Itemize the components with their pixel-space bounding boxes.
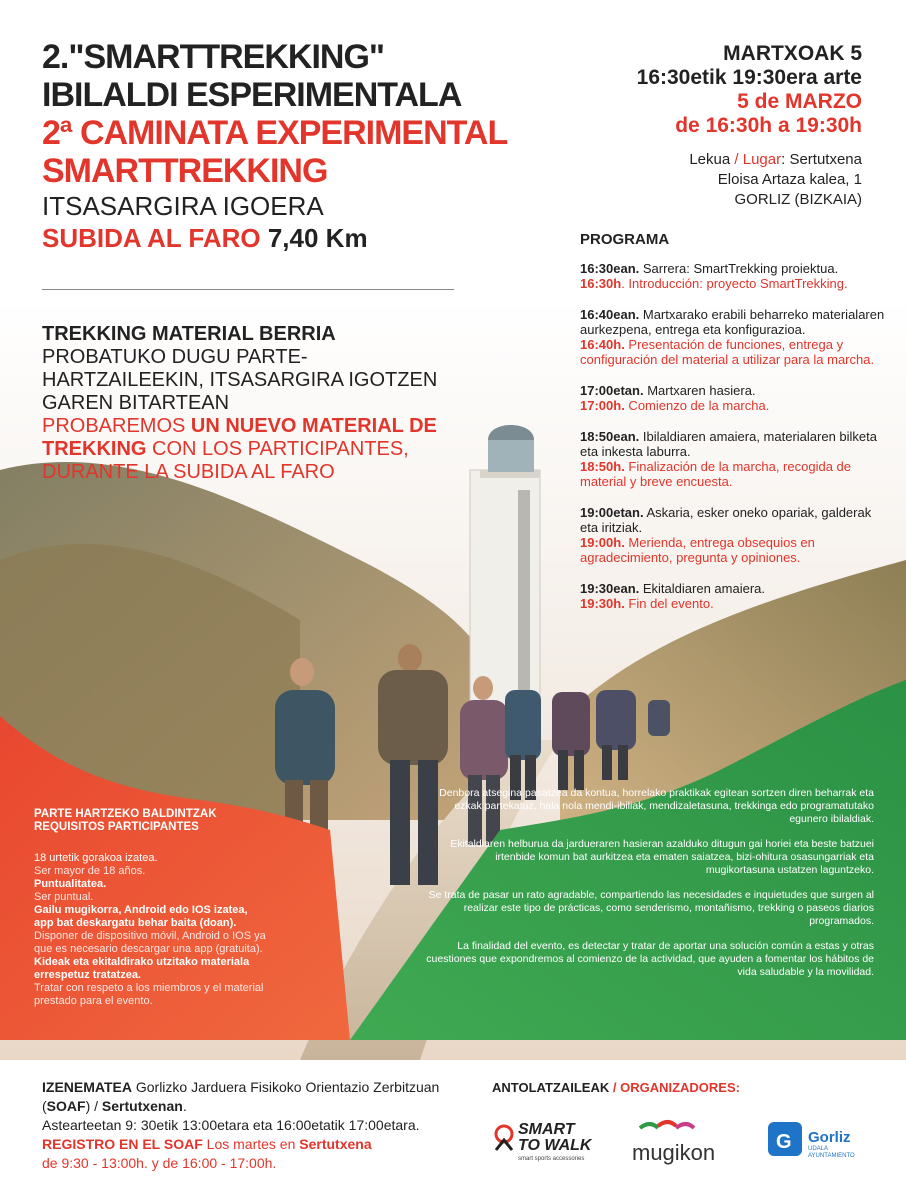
programa-item: [580, 505, 890, 565]
req-line: Puntualitatea.: [34, 878, 107, 890]
place-street: Eloisa Artaza kalea, 1: [717, 171, 862, 188]
intro-es-pre: PROBAREMOS: [42, 415, 191, 437]
description-p4: La finalidad del evento, es detectar y tratar de aportar una solución común a estas y otras cuestiones que expondremos al comienzo de la actividad, que ayuden a fomentar los hábitos de vida saludable y la movilidad.: [426, 940, 874, 978]
title-es-1: 2ª CAMINATA EXPERIMENTAL: [42, 114, 508, 152]
logo3-a: Gorliz: [808, 1129, 851, 1146]
date-es-time: de 16:30h a 19:30h: [675, 114, 862, 137]
place-line: [562, 150, 862, 170]
reg-es-bold: REGISTRO EN EL SOAF: [42, 1136, 203, 1152]
date-block: [562, 42, 862, 138]
place-block: [562, 150, 862, 210]
req-line: Gailu mugikorra, Android edo IOS izatea, app bat deskargatu behar baita (doan).: [34, 904, 248, 929]
item-eu-text: Martxaren hasiera.: [643, 383, 756, 398]
logo3-c: AYUNTAMIENTO: [808, 1153, 855, 1159]
requisitos-heading: [34, 808, 269, 834]
gorliz-logo: [768, 1122, 855, 1159]
subtitle-es: [42, 222, 562, 254]
req-line: Ser mayor de 18 años.: [34, 865, 146, 877]
intro-text: [42, 323, 462, 484]
item-eu-time: 17:00etan.: [580, 383, 644, 398]
org-es: ORGANIZADORES:: [620, 1080, 740, 1095]
item-es-text: Presentación de funciones, entrega y configuración del material a utilizar para la marcha.: [580, 337, 875, 367]
programa-item: [580, 307, 890, 367]
requisitos-heading-eu: PARTE HARTZEKO BALDINTZAK: [34, 808, 217, 820]
place-label-eu: Lekua: [689, 151, 731, 168]
description-p2: Ekitaldiaren helburua da jardueraren hasieran azalduko ditugun gai horiei eta beste batzuei irtenbide komun bat aurkitzea eta ematen saiatzea, bizi-ohitura osasungarriak eta mugikortasuna ustatzen laguntzeko.: [450, 838, 874, 876]
requisitos-heading-es: REQUISITOS PARTICIPANTES: [34, 821, 199, 833]
logo1-c: smart sports accessories: [518, 1156, 585, 1162]
subtitle-eu: ITSASARGIRA IGOERA: [42, 191, 324, 221]
date-es-day: 5 de MARZO: [737, 90, 862, 113]
distance: 7,40 Km: [267, 223, 368, 253]
org-eu: ANTOLATZAILEAK: [492, 1080, 610, 1095]
logo3-b: UDALA: [808, 1146, 829, 1152]
item-eu-text: Ibilaldiaren amaiera, materialaren bilketa eta inkesta laburra.: [580, 429, 877, 459]
description-p3: Se trata de pasar un rato agradable, compartiendo las necesidades e inquietudes que surgen al realizar este tipo de prácticas, como senderismo, montañismo, trekking o paseos diarios programados.: [428, 889, 874, 927]
title-eu-2: IBILALDI ESPERIMENTALA: [42, 76, 462, 114]
intro-es-bold: UN NUEVO MATERIAL DE TREKKING: [42, 415, 437, 460]
item-eu-time: 16:40ean.: [580, 307, 640, 322]
item-eu-time: 16:30ean.: [580, 261, 640, 276]
place-city: GORLIZ (BIZKAIA): [734, 191, 862, 208]
item-es-time: 19:30h.: [580, 596, 625, 611]
org-sep: /: [609, 1080, 621, 1095]
reg-soaf: SOAF: [46, 1098, 86, 1114]
item-es-text: Fin del evento.: [624, 596, 714, 611]
logo1-b: TO WALK: [518, 1137, 592, 1154]
item-es-time: 17:00h.: [580, 398, 625, 413]
programa-item: [580, 383, 890, 413]
title-eu-1: 2."SMARTTREKKING": [42, 38, 385, 76]
item-es-time: 16:30h: [580, 276, 622, 291]
item-eu-time: 18:50ean.: [580, 429, 640, 444]
date-eu-time: 16:30etik 19:30era arte: [636, 66, 862, 89]
registration-eu: [42, 1078, 462, 1116]
programa-item: [580, 581, 890, 611]
reg-eu-text: Gorlizko Jarduera Fisikoko Orientazio Zerbitzuan (: [42, 1079, 440, 1114]
registration: [42, 1078, 462, 1173]
item-eu-time: 19:00etan.: [580, 505, 644, 520]
date-eu-day: MARTXOAK 5: [723, 42, 862, 65]
place-sep: /: [730, 151, 743, 168]
programa: [580, 232, 890, 627]
title-es-2: SMARTTREKKING: [42, 152, 328, 190]
title-block: [42, 38, 562, 254]
registration-es: [42, 1135, 462, 1154]
subtitle-es-text: SUBIDA AL FARO: [42, 223, 261, 253]
item-es-time: 19:00h.: [580, 535, 625, 550]
req-line: Disponer de dispositivo móvil, Android o IOS ya que es necesario descargar una app (gratuita).: [34, 930, 266, 955]
registration-es-hours: de 9:30 - 13:00h. y de 16:00 - 17:00h.: [42, 1155, 277, 1171]
reg-eu-bold: IZENEMATEA: [42, 1079, 132, 1095]
reg-sep: ) /: [85, 1098, 102, 1114]
req-line: Tratar con respeto a los miembros y el material prestado para el evento.: [34, 982, 264, 1007]
item-eu-text: Ekitaldiaren amaiera.: [639, 581, 765, 596]
reg-dot: .: [182, 1098, 187, 1114]
item-es-text: Comienzo de la marcha.: [624, 398, 770, 413]
organizer-logos: [490, 1110, 880, 1170]
item-es-time: 18:50h.: [580, 459, 625, 474]
mugikon-logo: [632, 1122, 715, 1165]
organizers-label: [492, 1080, 740, 1095]
programa-item: [580, 429, 890, 489]
item-es-text: Finalización de la marcha, recogida de material y breve encuesta.: [580, 459, 851, 489]
description-p1: Denbora atsegina pasatzea da kontua, horrelako praktikak egitean sortzen diren beharrak eta ezkak partekatuz, hala nola mendi-ibiliak, mendizaletasuna, trekkinga edo programatutako egunero ibilaldiak.: [439, 787, 874, 825]
place-name: : Sertutxena: [781, 151, 862, 168]
item-es-text: . Introducción: proyecto SmartTrekking.: [621, 276, 848, 291]
intro-eu: [42, 323, 462, 415]
description-text: [424, 787, 874, 991]
req-line: Ser puntual.: [34, 891, 94, 903]
programa-item: [580, 261, 890, 291]
divider: [42, 289, 454, 290]
reg-es-text: Los martes en: [202, 1136, 300, 1152]
item-eu-text: Askaria, esker oneko opariak, galderak eta iritziak.: [580, 505, 872, 535]
requisitos: [34, 808, 269, 1008]
item-eu-text: Martxarako erabili beharreko materialaren aurkezpena, entrega eta konfigurazioa.: [580, 307, 885, 337]
intro-eu-rest: PROBATUKO DUGU PARTE-HARTZAILEEKIN, ITSASARGIRA IGOTZEN GAREN BITARTEAN: [42, 346, 438, 414]
item-eu-text: Sarrera: SmartTrekking proiektua.: [639, 261, 839, 276]
reg-sertu: Sertutxenan: [101, 1098, 183, 1114]
intro-es: [42, 415, 462, 484]
registration-eu-hours: Astearteetan 9: 30etik 13:00etara eta 16:00etatik 17:00etara.: [42, 1117, 420, 1133]
logo1-a: SMART: [518, 1121, 575, 1138]
item-es-time: 16:40h.: [580, 337, 625, 352]
programa-heading: PROGRAMA: [580, 231, 670, 248]
logo2: mugikon: [632, 1140, 716, 1165]
intro-es-rest: CON LOS PARTICIPANTES, DURANTE LA SUBIDA AL FARO: [42, 438, 409, 483]
reg-es-place: Sertutxena: [299, 1136, 372, 1152]
svg-text:G: G: [776, 1131, 792, 1153]
place-label-es: Lugar: [742, 151, 782, 168]
intro-eu-bold: TREKKING MATERIAL BERRIA: [42, 323, 336, 345]
smart-to-walk-logo: [496, 1121, 593, 1162]
item-es-text: Merienda, entrega obsequios en agradecimiento, pregunta y opiniones.: [580, 535, 815, 565]
req-line: 18 urtetik gorakoa izatea.: [34, 852, 158, 864]
req-line: Kideak eta ekitaldirako utzitako materiala errespetuz tratatzea.: [34, 956, 250, 981]
item-eu-time: 19:30ean.: [580, 581, 640, 596]
